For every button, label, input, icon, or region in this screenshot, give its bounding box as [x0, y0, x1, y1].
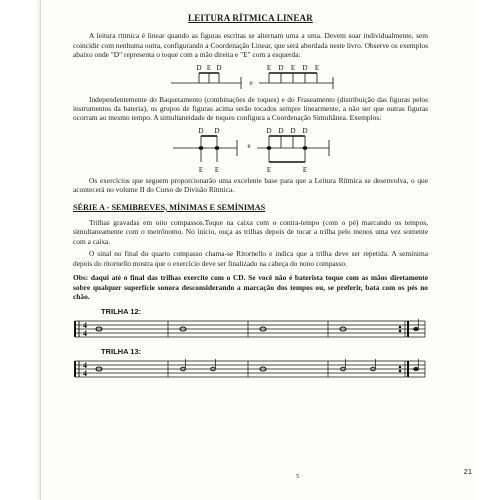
- linear-rhythm-example: [151, 63, 351, 93]
- hand-label: D: [197, 126, 204, 135]
- simultaneous-rhythm-example: [151, 126, 351, 174]
- hand-label: D: [301, 63, 308, 72]
- page-title: LEITURA RÍTMICA LINEAR: [188, 13, 313, 23]
- hand-label: D: [215, 63, 222, 72]
- track-12-label: TRILHA 12:: [101, 307, 142, 317]
- hand-label: E: [198, 165, 203, 174]
- svg-text:4: 4: [83, 360, 87, 370]
- track-13-staff: [73, 357, 428, 381]
- hand-label: D: [195, 63, 202, 72]
- hand-label: E: [314, 63, 319, 72]
- track-12: [73, 307, 428, 343]
- intro-paragraph: A leitura rítmica é linear quando as figuras escritas se alternam uma a uma. Devem soar individualmente, sem coincidir com nenhuma outra, configurando a Coordenação Linear, que será abordada neste livro. Observe os exemplos abaixo onde "D" representa o toque com a mão direita e "E" com a esquerda:: [73, 31, 428, 60]
- exercises-paragraph: Os exercícios que seguem proporcionarão uma excelente base para que a Leitura Rítmica se desenvolva, o que acontecerá no volume II do Curso de Divisão Rítmica.: [73, 175, 428, 195]
- hand-label: D: [265, 126, 272, 135]
- hand-label: D: [277, 63, 284, 72]
- connector-text: e: [246, 141, 251, 150]
- svg-text:4: 4: [83, 368, 87, 378]
- track-13-label: TRILHA 13:: [101, 347, 142, 357]
- hand-label: D: [213, 126, 220, 135]
- hand-label: E: [214, 165, 219, 174]
- track-12-staff: [73, 317, 428, 341]
- hand-label: E: [266, 63, 271, 72]
- svg-text:4: 4: [83, 328, 87, 338]
- hand-label: E: [206, 63, 211, 72]
- page-content: [73, 8, 428, 383]
- section-heading: SÉRIE A - SEMIBREVES, MÍNIMAS E SEMÍNIMAS: [73, 202, 266, 212]
- ritornello-paragraph: O sinal no final do quarto compasso chama-se Ritornello e indica que a trilha deve ser repetida. A semínima depois do ritornello mostra que o exercício deve ser finalizado na cabeça do nono compasso.: [73, 249, 428, 268]
- hand-label: E: [290, 63, 295, 72]
- page-number: 21: [463, 467, 472, 476]
- tracks-paragraph: Trilhas gravadas em oito compassos.Toque na caixa com o contra-tempo (com o pé) marcando os tempos, simultaneamente com o metrônomo. No início, ouça as trilhas depois de tocar a trilha pelo menos uma vez somente com a caixa.: [73, 218, 428, 246]
- track-13: [73, 347, 428, 383]
- connector-text: e: [248, 78, 253, 87]
- svg-text:4: 4: [83, 320, 87, 330]
- coordination-paragraph: Independentemente do Baquetamento (combinações de toques) e do Fraseamento (distribuição das figuras pelos instrumentos da bateria), os grupos de figuras acima serão tocados sempre linearmente, a não ser que outras figuras ocorram ao mesmo tempo. A simultaneidade de toques configura a Coordenação Simultânea. Exemplos:: [73, 94, 428, 123]
- hand-label: E: [302, 165, 307, 174]
- hand-label: D: [289, 126, 296, 135]
- hand-label: D: [277, 126, 284, 135]
- observation-note: Obs: daqui até o final das trilhas exercite com o CD. Se você não é baterista toque com as mãos diretamente sobre qualquer superfície sonora desconsiderando a marcação dos tempos ou, se preferir, bata com os pés no chão.: [73, 273, 428, 301]
- hand-label: E: [266, 165, 271, 174]
- footer-mark: 5: [296, 474, 299, 480]
- hand-label: D: [301, 126, 308, 135]
